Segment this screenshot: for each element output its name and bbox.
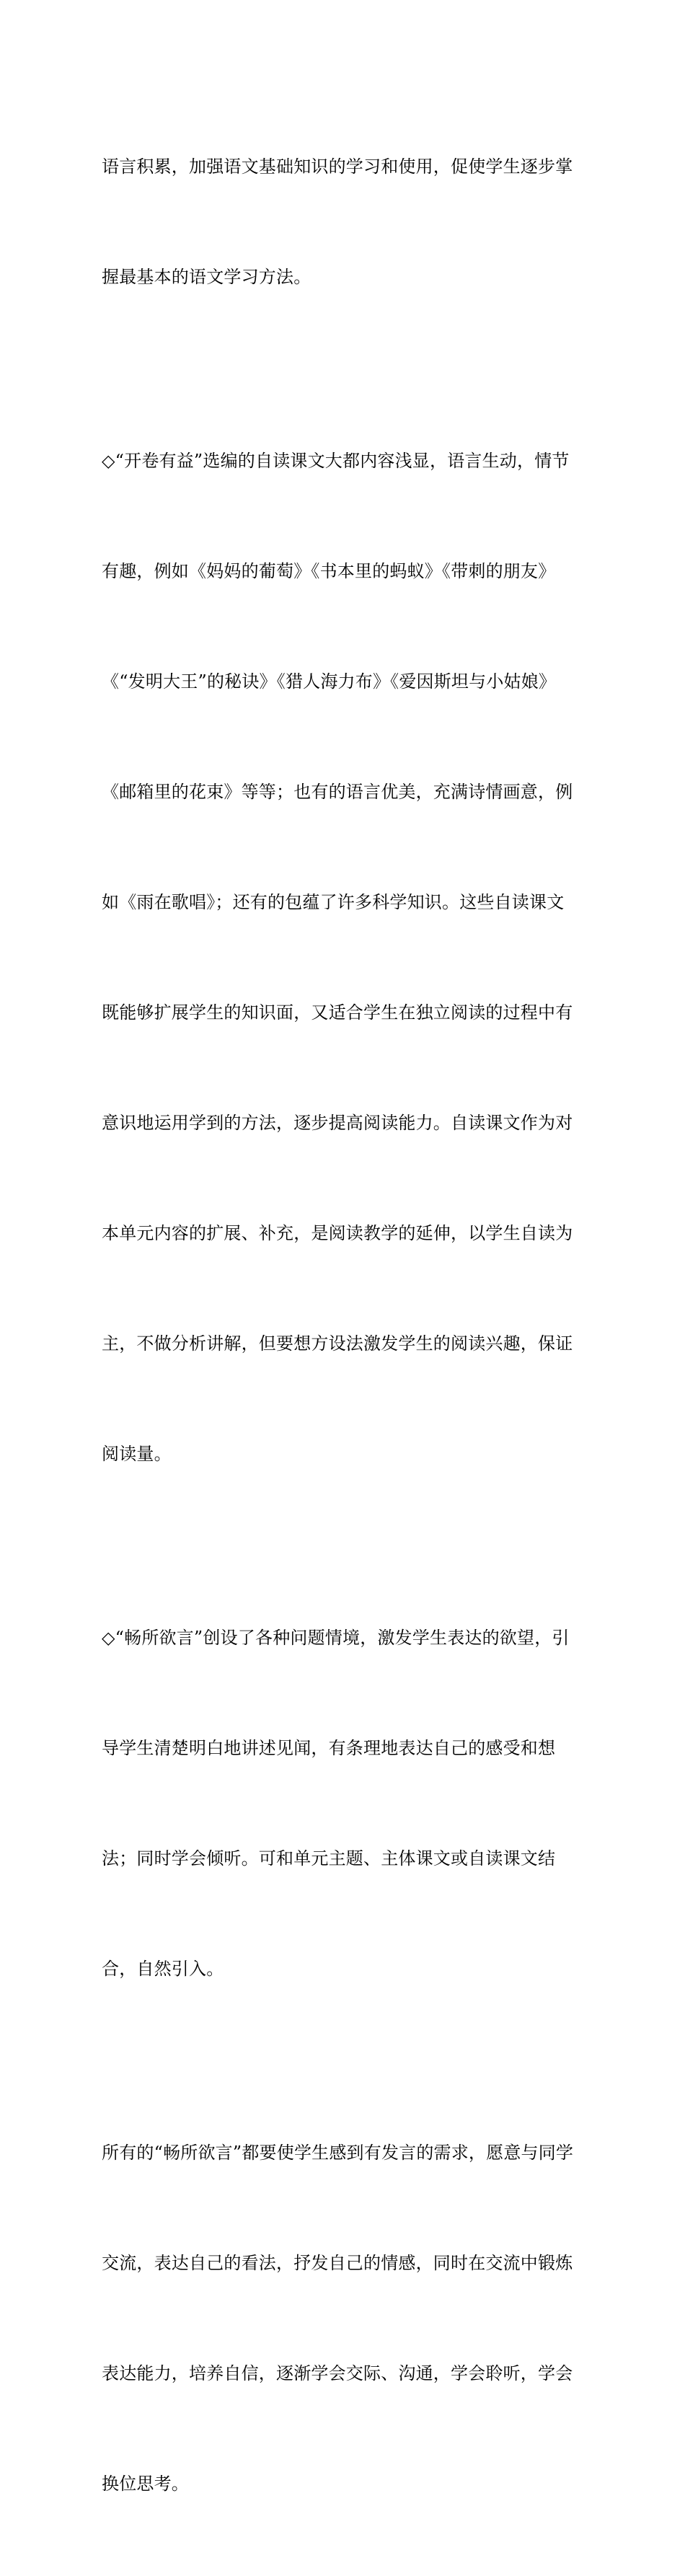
text-line: ◇“畅所欲言”创设了各种问题情境，激发学生表达的欲望，引 [102, 1628, 570, 1648]
text-line: 阅读量。 [102, 1444, 172, 1464]
text-line: ◇“开卷有益”选编的自读课文大都内容浅显，语言生动，情节 [102, 451, 570, 471]
text-line: 意识地运用学到的方法，逐步提高阅读能力。自读课文作为对 [102, 1113, 573, 1133]
text-line: 本单元内容的扩展、补充，是阅读教学的延伸，以学生自读为 [102, 1223, 573, 1243]
text-line: 交流，表达自己的看法，抒发自己的情感，同时在交流中锻炼 [102, 2253, 573, 2273]
text-line: 合，自然引入。 [102, 1959, 224, 1979]
text-line: 导学生清楚明白地讲述见闻，有条理地表达自己的感受和想 [102, 1738, 556, 1758]
text-line: 握最基本的语文学习方法。 [102, 267, 311, 287]
text-line: 换位思考。 [102, 2474, 189, 2494]
text-line: 如《雨在歌唱》；还有的包蕴了许多科学知识。这些自读课文 [102, 892, 565, 912]
text-line: 有趣，例如《妈妈的葡萄》《书本里的蚂蚁》《带刺的朋友》 [102, 561, 556, 581]
text-line: 所有的“畅所欲言”都要使学生感到有发言的需求，愿意与同学 [102, 2143, 574, 2163]
text-line: 语言积累，加强语文基础知识的学习和使用，促使学生逐步掌 [102, 156, 573, 177]
paragraph-changsuo-yuyan [102, 1546, 592, 2061]
paragraph-kaijuan-youyi [102, 369, 592, 1546]
text-line: 既能够扩展学生的知识面，又适合学生在独立阅读的过程中有 [102, 1002, 573, 1023]
text-line: 《邮箱里的花束》等等；也有的语言优美，充满诗情画意，例 [102, 782, 573, 802]
text-line: 法；同时学会倾听。可和单元主题、主体课文或自读课文结 [102, 1848, 556, 1869]
paragraph-all-changsuo-yuyan [102, 2061, 592, 2576]
paragraph-language-accumulation [102, 75, 592, 369]
text-line: 主，不做分析讲解，但要想方设法激发学生的阅读兴趣，保证 [102, 1333, 573, 1354]
document-body [102, 75, 592, 2576]
text-line: 表达能力，培养自信，逐渐学会交际、沟通，学会聆听，学会 [102, 2363, 573, 2383]
text-line: 《“发明大王”的秘诀》《猎人海力布》《爱因斯坦与小姑娘》 [102, 671, 557, 692]
